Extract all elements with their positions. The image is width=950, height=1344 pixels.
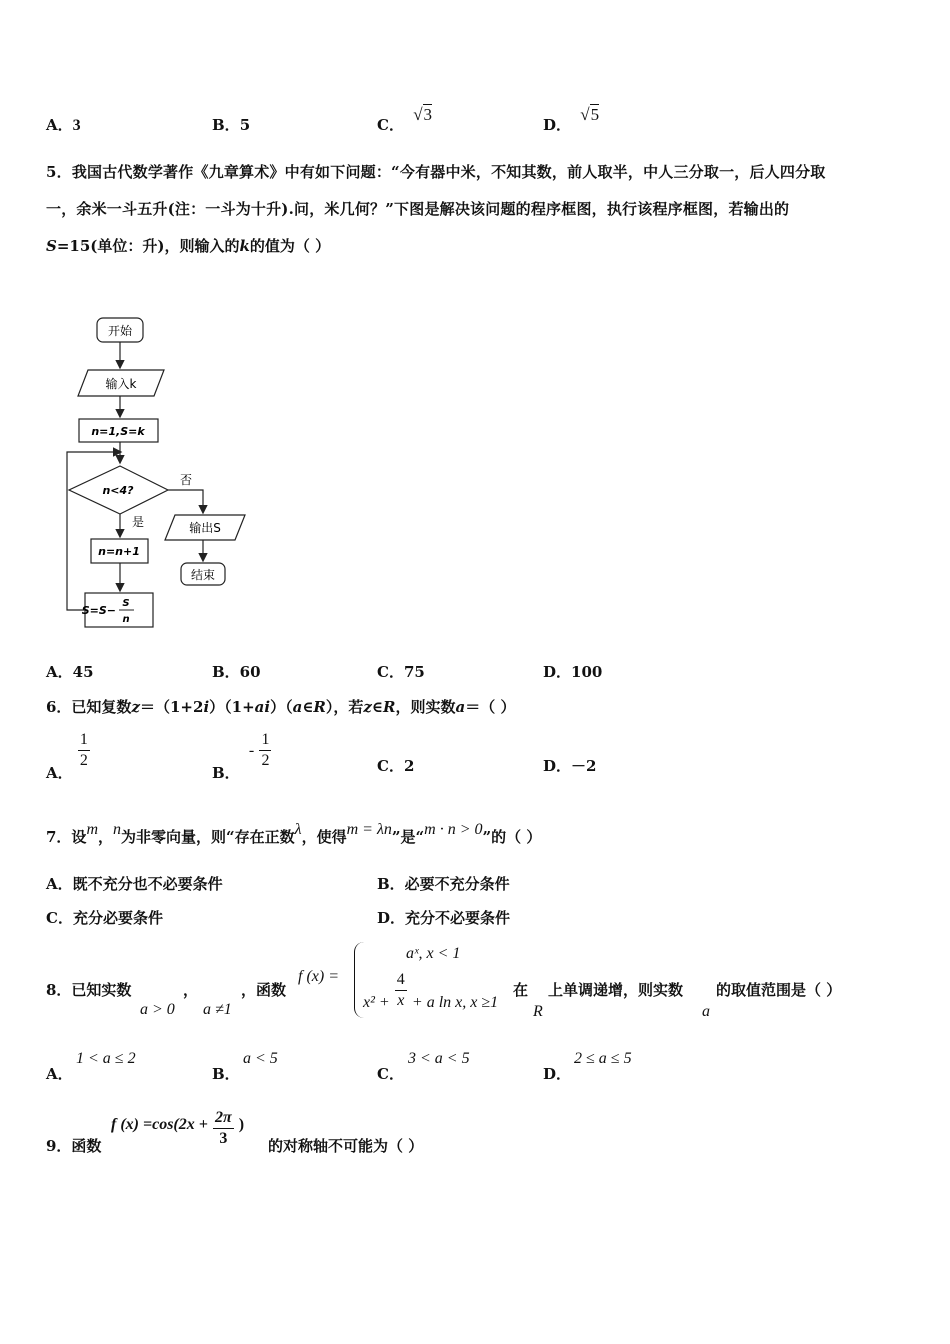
q8-cond-2: a ≠1 xyxy=(203,1001,232,1018)
frac-num: 4 xyxy=(395,972,407,991)
flow-update-num: S xyxy=(122,598,130,609)
q6-var-ai: ai xyxy=(254,698,271,716)
q8-case2-b: + a ln x, x ≥1 xyxy=(411,994,499,1011)
q6-option-a xyxy=(46,731,90,782)
q6-cond: a∈R xyxy=(292,698,326,716)
frac-num: 1 xyxy=(79,731,88,748)
q6-option-b-frac xyxy=(259,732,271,769)
q9-text-2: 的对称轴不可能为（ ） xyxy=(268,1137,424,1155)
q5-line1: 5．我国古代数学著作《九章算术》中有如下问题：“今有器中米，不知其数，前人取半，中人三分取一，后人四分取 xyxy=(46,163,826,181)
q9-text-1: 9．函数 xyxy=(46,1137,102,1155)
q4-option-d xyxy=(543,105,600,135)
q8-text-3: 在 xyxy=(513,981,529,999)
q4-option-d-label: D． xyxy=(543,116,572,134)
q6-stem xyxy=(46,696,515,717)
q4-option-b-value: 5 xyxy=(239,116,251,134)
q4-option-b xyxy=(212,114,250,135)
q8-text-4: 上单调递增，则实数 xyxy=(548,981,684,999)
q8-text-1: 8．已知实数 xyxy=(46,981,132,999)
q7-option-a: A．既不充分也不必要条件 xyxy=(46,875,223,893)
q8-option-a-expr: 1 < a ≤ 2 xyxy=(76,1050,136,1067)
q4-option-c-label: C． xyxy=(377,116,404,134)
q8-var-R: R xyxy=(533,1003,543,1020)
q5-option-c: C．75 xyxy=(377,663,425,681)
frac-num: 2π xyxy=(213,1110,234,1129)
q7-eq-2: m · n > 0 xyxy=(424,821,483,838)
q4-option-a xyxy=(46,114,81,135)
q8-var-a: a xyxy=(702,1003,710,1020)
q6-option-a-label: A． xyxy=(46,763,73,782)
q8-option-d-label: D． xyxy=(543,1065,572,1083)
flow-init-label: n=1,S=k xyxy=(91,425,145,438)
sqrt-3: √3 xyxy=(413,105,433,124)
q7-option-c: C．充分必要条件 xyxy=(46,909,163,927)
q8-case2-frac xyxy=(395,972,407,1009)
flow-yes-label: 是 xyxy=(132,515,145,529)
frac-num: 1 xyxy=(261,731,270,748)
q6-option-b-label: B． xyxy=(212,763,240,782)
flowchart xyxy=(60,312,260,632)
flow-start-label: 开始 xyxy=(107,324,133,338)
q7-text-2: 为非零向量，则“存在正数 xyxy=(121,828,295,846)
q7-text-5: ”的（ ） xyxy=(482,828,542,846)
minus-sign: - xyxy=(248,741,255,759)
q6-text-a: 6．已知复数 xyxy=(46,698,132,716)
q8-case2-a: x² + xyxy=(363,994,390,1011)
q8-case-2 xyxy=(363,972,498,1009)
flow-incr-label: n=n+1 xyxy=(98,545,140,558)
q8-comma: ， xyxy=(183,981,199,999)
flow-no-label: 否 xyxy=(179,473,193,487)
q6-option-c: C．2 xyxy=(377,757,415,775)
q6-var-i: i xyxy=(203,698,210,716)
q7-option-d: D．充分不必要条件 xyxy=(377,909,511,927)
q6-option-d: D．－2 xyxy=(543,757,597,775)
q5-line3 xyxy=(46,235,330,256)
q7-option-b: B．必要不充分条件 xyxy=(377,875,510,893)
q7-text-1: 7．设 xyxy=(46,828,87,846)
q8-option-c-expr: 3 < a < 5 xyxy=(408,1050,470,1067)
q6-var-z: z xyxy=(131,698,140,716)
flow-update-den: n xyxy=(122,614,130,625)
q5-var-s: S xyxy=(46,237,57,255)
q4-option-c xyxy=(377,105,433,135)
q6-text-e: ），若 xyxy=(325,698,364,716)
q6-text-f: ，则实数 xyxy=(395,698,456,716)
q4-option-b-label: B． xyxy=(212,116,240,134)
q7-var-n: n xyxy=(113,821,122,838)
q5-option-b: B．60 xyxy=(212,663,261,681)
frac-den: 3 xyxy=(219,1130,228,1147)
q6-text-c: ）（1+ xyxy=(209,698,255,716)
q6-option-a-frac xyxy=(78,732,90,769)
q7-text-4: ”是“ xyxy=(391,828,425,846)
frac-den: x xyxy=(397,992,405,1009)
q5-var-k: k xyxy=(239,237,250,255)
q6-text-d: ）（ xyxy=(270,698,293,716)
q8-fx: f (x) = xyxy=(298,968,339,985)
q6-text-b: ＝（1+2 xyxy=(139,698,204,716)
q8-text-5: 的取值范围是（ ） xyxy=(716,981,842,999)
q5-line3-text-a: =15(单位：升)，则输入的 xyxy=(56,237,240,255)
flow-update-left: S=S− xyxy=(81,604,116,617)
q7-var-m: m xyxy=(86,821,98,838)
q8-case-1: aˣ, x < 1 xyxy=(406,945,461,962)
q6-option-b xyxy=(212,731,271,782)
q6-cond2: z∈R xyxy=(363,698,396,716)
q5-line2: 一，余米一斗五升(注：一斗为十升).问，米几何？”下图是解决该问题的程序框图，执行该程序框图，若输出的 xyxy=(46,200,790,218)
flow-decision-label: n<4? xyxy=(102,484,134,497)
flow-input-label: 输入k xyxy=(105,377,137,391)
q8-text-2: ，函数 xyxy=(241,981,287,999)
flow-output-label: 输出S xyxy=(189,521,221,535)
q7-var-lambda: λ xyxy=(294,821,302,838)
q9-expr-frac xyxy=(213,1110,234,1147)
q4-option-a-value: 3 xyxy=(72,117,81,134)
q9-expr-a: f (x) =cos(2x + xyxy=(111,1116,208,1133)
q8-cond-1: a > 0 xyxy=(140,1001,175,1018)
q7-eq-1: m = λn xyxy=(346,821,392,838)
sqrt-5-radicand: 5 xyxy=(590,105,600,124)
q7-stem xyxy=(46,821,542,847)
q6-text-g: ＝（ ） xyxy=(465,698,516,716)
frac-den: 2 xyxy=(79,752,88,769)
q7-comma: ， xyxy=(98,828,114,846)
q9-expr xyxy=(111,1110,244,1147)
q6-var-a: a xyxy=(455,698,466,716)
q4-option-a-label: A． xyxy=(46,116,73,134)
q7-text-3: ，使得 xyxy=(301,828,347,846)
q8-option-b-expr: a < 5 xyxy=(243,1050,278,1067)
q8-option-b-label: B． xyxy=(212,1065,240,1083)
q8-option-d-expr: 2 ≤ a ≤ 5 xyxy=(574,1050,632,1067)
flow-end-label: 结束 xyxy=(190,568,216,582)
q8-option-c-label: C． xyxy=(377,1065,404,1083)
q5-option-a: A．45 xyxy=(46,663,94,681)
sqrt-5: √5 xyxy=(580,105,600,124)
q5-option-d: D．100 xyxy=(543,663,603,681)
q8-option-a-label: A． xyxy=(46,1065,73,1083)
q9-expr-b: ) xyxy=(238,1116,245,1133)
frac-den: 2 xyxy=(261,752,270,769)
q5-line3-text-b: 的值为（ ） xyxy=(249,237,331,255)
sqrt-3-radicand: 3 xyxy=(423,105,433,124)
